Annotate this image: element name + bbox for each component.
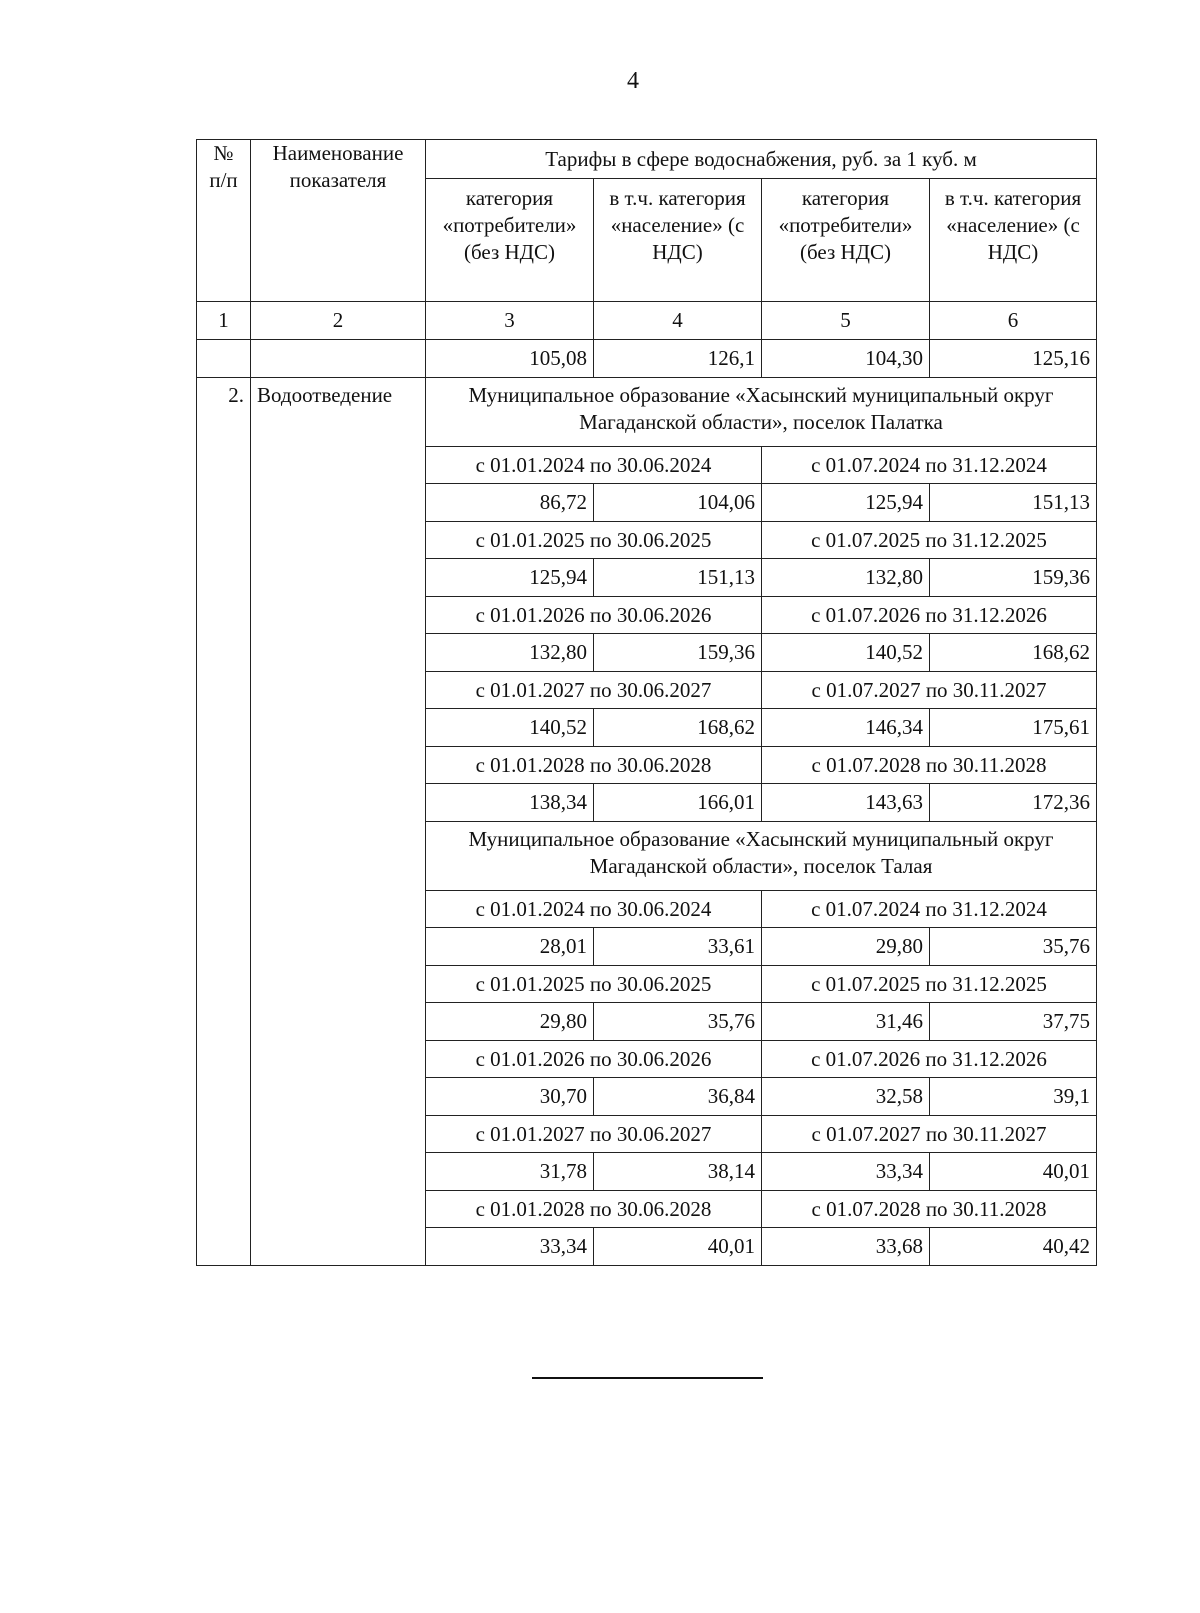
value-cell: 28,01 <box>426 928 594 966</box>
period-label: с 01.01.2024 по 30.06.2024 <box>426 447 762 484</box>
period-label: с 01.07.2025 по 31.12.2025 <box>762 522 1097 559</box>
value-cell: 30,70 <box>426 1078 594 1116</box>
municipality-title: Муниципальное образование «Хасынский муниципальный округ Магаданской области», поселок Талая <box>426 822 1097 891</box>
value-cell: 33,34 <box>762 1153 930 1191</box>
subheader-cell: в т.ч. категория «население» (с НДС) <box>930 179 1097 302</box>
index-cell: 6 <box>930 302 1097 340</box>
period-label: с 01.07.2027 по 30.11.2027 <box>762 672 1097 709</box>
value-cell: 86,72 <box>426 484 594 522</box>
value-cell: 159,36 <box>594 634 762 672</box>
value-cell: 35,76 <box>594 1003 762 1041</box>
section-number: 2. <box>197 378 251 1266</box>
period-label: с 01.01.2026 по 30.06.2026 <box>426 597 762 634</box>
value-cell: 168,62 <box>594 709 762 747</box>
period-label: с 01.01.2028 по 30.06.2028 <box>426 1191 762 1228</box>
municipality-title: Муниципальное образование «Хасынский муниципальный округ Магаданской области», поселок Палатка <box>426 378 1097 447</box>
value-cell: 143,63 <box>762 784 930 822</box>
period-label: с 01.07.2024 по 31.12.2024 <box>762 891 1097 928</box>
top-values-row <box>197 340 1097 378</box>
value-cell: 33,34 <box>426 1228 594 1266</box>
page-number: 4 <box>627 68 639 94</box>
value-cell: 140,52 <box>426 709 594 747</box>
value-cell: 36,84 <box>594 1078 762 1116</box>
tariff-table <box>196 139 1097 1266</box>
subheader-cell: в т.ч. категория «население» (с НДС) <box>594 179 762 302</box>
value-cell: 132,80 <box>426 634 594 672</box>
value-cell: 33,68 <box>762 1228 930 1266</box>
value-cell: 40,42 <box>930 1228 1097 1266</box>
value-cell: 40,01 <box>594 1228 762 1266</box>
value-cell: 29,80 <box>762 928 930 966</box>
value-cell: 40,01 <box>930 1153 1097 1191</box>
value-cell: 168,62 <box>930 634 1097 672</box>
header-row <box>197 140 1097 179</box>
period-label: с 01.01.2026 по 30.06.2026 <box>426 1041 762 1078</box>
value-cell: 138,34 <box>426 784 594 822</box>
value-cell: 33,61 <box>594 928 762 966</box>
value-cell: 175,61 <box>930 709 1097 747</box>
value-cell: 125,94 <box>426 559 594 597</box>
value-cell: 166,01 <box>594 784 762 822</box>
value-cell: 146,34 <box>762 709 930 747</box>
footer-divider <box>532 1377 763 1379</box>
period-label: с 01.07.2028 по 30.11.2028 <box>762 747 1097 784</box>
period-label: с 01.01.2024 по 30.06.2024 <box>426 891 762 928</box>
value-cell: 140,52 <box>762 634 930 672</box>
value-cell: 38,14 <box>594 1153 762 1191</box>
header-col-group: Тарифы в сфере водоснабжения, руб. за 1 куб. м <box>426 140 1097 179</box>
value-cell: 126,1 <box>594 340 762 378</box>
subheader-cell: категория «потребители» (без НДС) <box>426 179 594 302</box>
period-label: с 01.01.2025 по 30.06.2025 <box>426 522 762 559</box>
period-label: с 01.07.2024 по 31.12.2024 <box>762 447 1097 484</box>
value-cell: 35,76 <box>930 928 1097 966</box>
index-row <box>197 302 1097 340</box>
period-label: с 01.07.2027 по 30.11.2027 <box>762 1116 1097 1153</box>
header-col-no: № п/п <box>197 140 251 302</box>
value-cell: 125,16 <box>930 340 1097 378</box>
period-label: с 01.07.2026 по 31.12.2026 <box>762 1041 1097 1078</box>
value-cell: 172,36 <box>930 784 1097 822</box>
index-cell: 4 <box>594 302 762 340</box>
value-cell: 104,30 <box>762 340 930 378</box>
period-label: с 01.01.2027 по 30.06.2027 <box>426 672 762 709</box>
period-label: с 01.01.2028 по 30.06.2028 <box>426 747 762 784</box>
value-cell: 159,36 <box>930 559 1097 597</box>
period-label: с 01.07.2028 по 30.11.2028 <box>762 1191 1097 1228</box>
section-name: Водоотведение <box>251 378 426 1266</box>
empty-cell <box>197 340 251 378</box>
value-cell: 31,46 <box>762 1003 930 1041</box>
empty-cell <box>251 340 426 378</box>
value-cell: 132,80 <box>762 559 930 597</box>
index-cell: 3 <box>426 302 594 340</box>
index-cell: 5 <box>762 302 930 340</box>
period-label: с 01.07.2026 по 31.12.2026 <box>762 597 1097 634</box>
value-cell: 37,75 <box>930 1003 1097 1041</box>
value-cell: 29,80 <box>426 1003 594 1041</box>
value-cell: 31,78 <box>426 1153 594 1191</box>
subheader-cell: категория «потребители» (без НДС) <box>762 179 930 302</box>
value-cell: 39,1 <box>930 1078 1097 1116</box>
value-cell: 151,13 <box>594 559 762 597</box>
period-label: с 01.01.2025 по 30.06.2025 <box>426 966 762 1003</box>
period-label: с 01.07.2025 по 31.12.2025 <box>762 966 1097 1003</box>
period-label: с 01.01.2027 по 30.06.2027 <box>426 1116 762 1153</box>
index-cell: 2 <box>251 302 426 340</box>
index-cell: 1 <box>197 302 251 340</box>
value-cell: 125,94 <box>762 484 930 522</box>
value-cell: 104,06 <box>594 484 762 522</box>
value-cell: 32,58 <box>762 1078 930 1116</box>
value-cell: 151,13 <box>930 484 1097 522</box>
municipality-row <box>197 378 1097 447</box>
value-cell: 105,08 <box>426 340 594 378</box>
header-col-name: Наименование показателя <box>251 140 426 302</box>
